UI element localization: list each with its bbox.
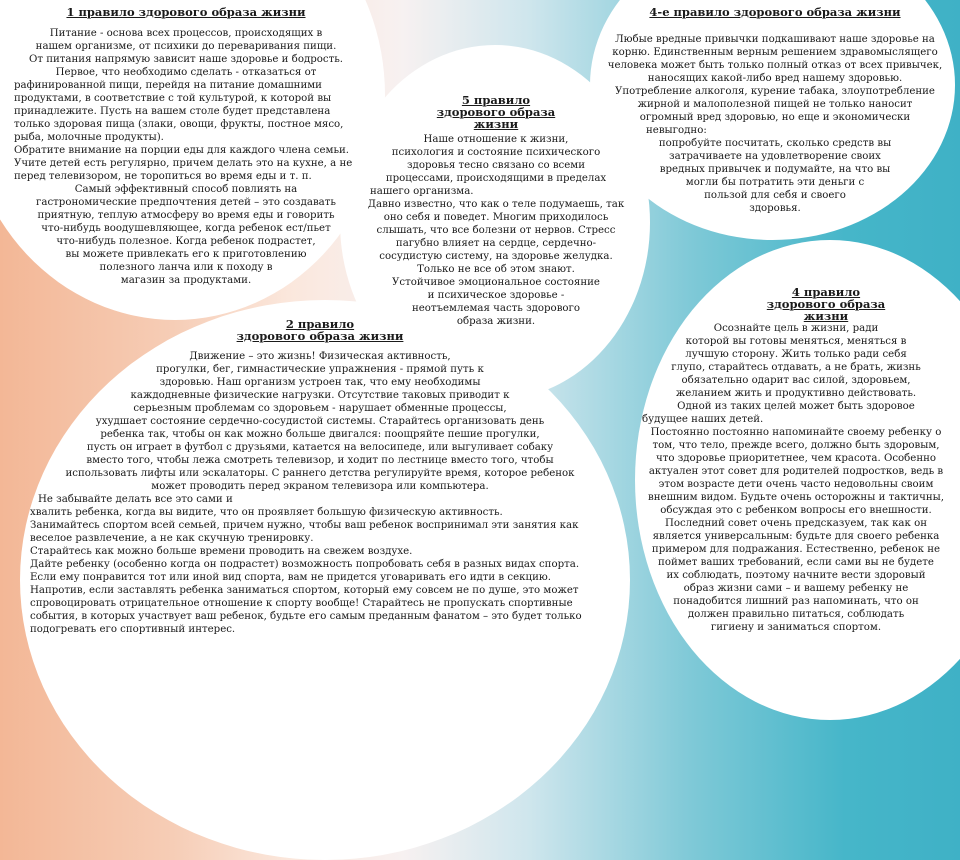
rule-2-section [20,318,620,670]
rule-4e-text-line: вредных привычек и подумайте, на что вы [659,164,891,175]
rule-5-text-line: процессами, происходящими в пределах [385,173,607,184]
rule-5-text-line: Только не все об этом знают. [417,264,575,275]
rule-4-text-line: глупо, старайтесь отдавать, а не брать, жизнь [671,362,921,373]
rule-4-text-line: Одной из таких целей может быть здоровое [677,401,915,412]
rule-5-title-line-1: 5 правило [461,94,531,107]
rule-1-text-line: Первое, что необходимо сделать - отказаться от [55,67,317,78]
rule-4-text-line: должен правильно питаться, соблюдать [687,609,905,620]
rule-4e-text-line: огромный вред здоровью, но еще и экономически [639,112,911,123]
rule-1-text-line: принадлежите. Пусть на вашем столе будет представлена [14,106,331,117]
rule-1-title: 1 правило здорового образа жизни [66,6,306,19]
rule-2-title-line-1: 2 правило [285,318,355,331]
rule-2-text-line: веселое развлечение, а не как скучную тренировку. [30,533,314,544]
rule-1-text-line: продуктами, в соответствие с той культурой, к которой вы [14,93,332,104]
rule-1-text-line: только здоровая пища (злаки, овощи, фрукты, постное мясо, [14,119,344,130]
rule-2-text-line: хвалить ребенка, когда вы видите, что он проявляет большую физическую активность. [30,507,503,518]
rule-5-text-line: образа жизни. [456,316,536,327]
rule-4-text-line: лучшую сторону. Жить только ради себя [685,349,907,360]
rule-5-text-line: Наше отношение к жизни, [423,134,569,145]
rule-4-text-line: Осознайте цель в жизни, ради [713,323,879,334]
rule-4-title-line-1: 4 правило [791,286,861,299]
rule-1-text-line: рыба, молочные продукты). [14,132,164,143]
rule-4-text-line: желанием жить и продуктивно действовать. [675,388,917,399]
rule-4-text-line: обсуждая это с ребенком вопросы его внешности. [660,505,932,516]
rule-5-title-line-3: жизни [473,117,519,131]
rule-2-text-line: Если ему понравится тот или иной вид спорта, вам не придется уговаривать его идти в секцию. [30,572,551,583]
rule-2-text-line: Занимайтесь спортом всей семьей, причем нужно, чтобы ваш ребенок воспринимал эти занятия как [30,520,579,531]
rule-2-text-line: пусть он играет в футбол с друзьями, катается на велосипеде, или выгуливает собаку [86,442,554,453]
rule-5-text-line: нашего организма. [370,186,474,197]
rule-5-text-line: здоровья тесно связано со всеми [406,160,586,171]
rule-1-text-line: От питания напрямую зависит наше здоровье и бодрость. [28,54,344,65]
rule-4-text-line: Последний совет очень предсказуем, так как он [664,518,928,529]
rule-2-text-line: Не забывайте делать все это сами и [38,494,233,505]
rule-4e-section [596,6,954,232]
rule-5-section [356,94,636,356]
rule-5-text-line: слышать, что все болезни от нервов. Стресс [376,225,616,236]
rule-4-text-line: образ жизни сами – и вашему ребенку не [683,583,909,594]
rule-4-text-line: актуален этот совет для родителей подростков, ведь в [648,466,944,477]
rule-4e-text-line: попробуйте посчитать, сколько средств вы [658,138,892,149]
rule-4-title-line-2: здорового образа [766,297,886,311]
rule-4e-text-line: пользой для себя и своего [704,190,846,201]
rule-4-text-line: внешним видом. Будьте очень осторожны и тактичны, [648,492,944,503]
rule-4e-text-line: жирной и малополезной пищей не только наносит [637,99,913,110]
rule-5-text-line: Устойчивое эмоциональное состояние [392,277,600,288]
rule-4e-text-line: могли бы потратить эти деньги с [685,177,865,188]
rule-5-text-line: сосудистую систему, на здоровье желудка. [379,251,613,262]
rule-4e-text-line: наносящих какой-либо вред нашему здоровью. [647,73,903,84]
rule-4e-text-line: затрачиваете на удовлетворение своих [669,151,881,162]
rule-4-title-line-3: жизни [803,309,849,323]
rule-5-text-line: оно себя и поведет. Многим приходилось [383,212,609,223]
rule-1-text-line: нашем организме, от психики до переваривания пищи. [35,41,337,52]
rule-2-text-line: здоровью. Наш организм устроен так, что ему необходимы [159,377,481,388]
rule-2-text-line: использовать лифты или эскалаторы. С раннего детства регулируйте время, которое ребенок [65,468,575,479]
rule-1-text-line: магазин за продуктами. [120,275,252,286]
rule-4-text-line: которой вы готовы меняться, меняться в [685,336,907,347]
rule-2-text-line: подогревать его спортивный интерес. [30,624,236,635]
rule-4-text-line: понадобится лишний раз напоминать, что он [673,596,919,607]
rule-2-text-line: ухудшает состояние сердечно-сосудистой системы. Старайтесь организовать день [95,416,545,427]
rule-4-text-line: что здоровье приоритетнее, чем красота. Особенно [655,453,937,464]
rule-2-text-line: каждодневные физические нагрузки. Отсутствие таковых приводит к [130,390,510,401]
rule-2-text-line: Напротив, если заставлять ребенка заниматься спортом, который ему совсем не по душе, это может [30,585,579,596]
rule-4-text-line: обязательно одарит вас силой, здоровьем, [681,375,911,386]
rule-2-text-line: может проводить перед экраном телевизора или компьютера. [151,481,489,492]
rule-4-text-line: том, что тело, прежде всего, должно быть здоровым, [652,440,940,451]
rule-4-text-line: является универсальным: будьте для своего ребенка [652,531,940,542]
rule-4-text-line: поймет ваших требований, если сами вы не будете [658,557,934,568]
rule-2-text-line: события, в которых участвует ваш ребенок, будьте его самым преданным фанатом – это будет только [30,611,582,622]
rule-2-text-line: Движение – это жизнь! Физическая активность, [189,351,451,362]
rule-4-section [636,286,956,676]
rule-4e-text-line: человека может быть только полный отказ от всех привычек, [607,60,943,71]
rule-1-text-line: перед телевизором, не торопиться во время еды и т. п. [14,171,312,182]
rule-5-text-line: пагубно влияет на сердце, сердечно- [395,238,597,249]
rule-4e-text-line: корню. Единственным верным решением здравомыслящего [612,47,938,58]
rule-1-text-line: что-нибудь воодушевляющее, когда ребенок ест/пьет [41,223,331,234]
rule-1-text-line: вы можете привлекать его к приготовлению [65,249,307,260]
rule-4-text-line: Постоянно постоянно напоминайте своему ребенку о [650,427,942,438]
rule-4e-text-line: Любые вредные привычки подкашивают наше здоровье на [615,34,935,45]
rule-1-text-line: Питание - основа всех процессов, происходящих в [49,28,323,39]
rule-2-text-line: Старайтесь как можно больше времени проводить на свежем воздухе. [30,546,413,557]
rule-4-text-line: этом возрасте дети очень часто недовольны своим [658,479,934,490]
rule-2-text-line: Дайте ребенку (особенно когда он подрастет) возможность попробовать себя в разных видах спорта. [30,559,580,570]
rule-1-text-line: гастрономические предпочтения детей – это создавать [36,197,336,208]
rule-5-text-line: неотъемлемая часть здорового [411,303,581,314]
rule-1-section [4,6,368,318]
rule-1-text-line: Самый эффективный способ повлиять на [74,184,298,195]
rule-4e-title: 4-е правило здорового образа жизни [649,6,901,19]
rule-5-title-line-2: здорового образа [436,105,556,119]
rule-5-text-line: психология и состояние психического [391,147,601,158]
rule-1-text-line: полезного ланча или к походу в [99,262,273,273]
rule-4-text-line: будущее наших детей. [642,414,764,425]
rule-2-text-line: серьезным проблемам со здоровьем - нарушает обменные процессы, [133,403,507,414]
rule-5-text-line: Давно известно, что как о теле подумаешь, так [367,199,625,210]
rule-5-text-line: и психическое здоровье - [427,290,565,301]
rule-4-text-line: гигиену и заниматься спортом. [710,622,882,633]
rule-1-text-line: Учите детей есть регулярно, причем делать это на кухне, а не [14,158,353,169]
rule-4-text-line: примером для подражания. Естественно, ребенок не [651,544,941,555]
rule-2-title-line-2: здорового образа жизни [236,329,404,343]
rule-2-text-line: вместо того, чтобы лежа смотреть телевизор, и ходит по лестнице вместо того, чтобы [86,455,554,466]
rule-1-text-line: Обратите внимание на порции еды для каждого члена семьи. [14,145,350,156]
rule-4e-text-line: невыгодно: [646,125,707,136]
rule-4-text-line: их соблюдать, поэтому начните вести здоровый [666,570,926,581]
rule-4e-text-line: здоровья. [749,203,801,214]
rule-1-text-line: рафинированной пищи, перейдя на питание домашними [14,80,322,91]
rule-2-text-line: ребенка так, чтобы он как можно больше двигался: поощряйте пешие прогулки, [100,429,540,440]
rule-2-text-line: спровоцировать отрицательное отношение к спорту вообще! Старайтесь не пропускать спортивные [30,598,573,609]
rule-1-text-line: приятную, теплую атмосферу во время еды и говорить [37,210,335,221]
rule-2-text-line: прогулки, бег, гимнастические упражнения - прямой путь к [156,364,484,375]
rule-1-text-line: что-нибудь полезное. Когда ребенок подрастет, [56,236,316,247]
rule-4e-text-line: Употребление алкоголя, курение табака, злоупотребление [615,86,935,97]
